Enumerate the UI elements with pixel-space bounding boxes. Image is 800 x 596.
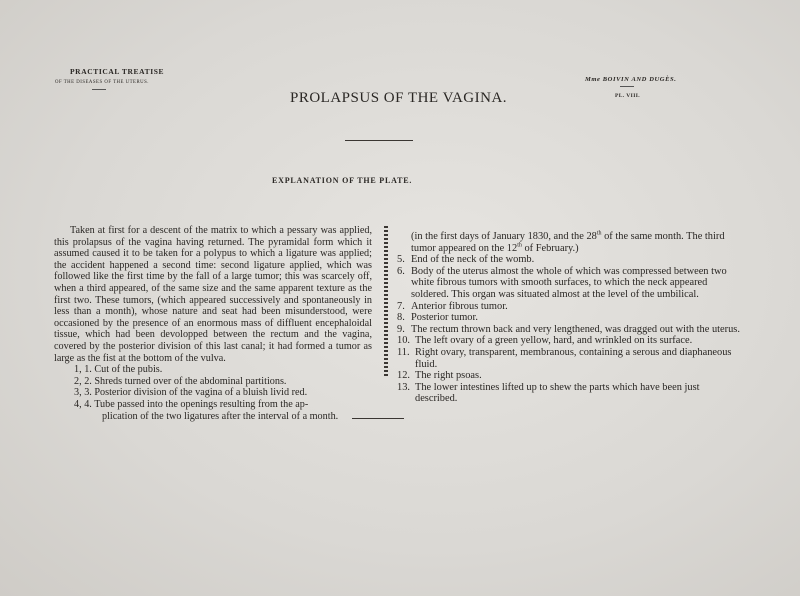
legend-number: 9. <box>397 323 405 335</box>
header-plate-number: PL. VIII. <box>615 93 641 99</box>
legend-text: Right ovary, transparent, membranous, containing a serous and diaphaneous fluid. <box>415 346 732 370</box>
legend-text: End of the neck of the womb. <box>411 254 535 266</box>
ordinal-sup: th <box>517 242 522 249</box>
legend-number: 13. <box>397 381 410 393</box>
title-rule <box>345 140 413 141</box>
legend-text: Posterior tumor. <box>411 312 478 324</box>
legend-text: The lower intestines lifted up to shew the parts which have been just described. <box>415 381 700 405</box>
page-title: PROLAPSUS OF THE VAGINA. <box>290 90 508 106</box>
header-left-dash <box>92 89 106 90</box>
legend-item <box>397 312 742 324</box>
legend-item: 1, 1. Cut of the pubis. <box>74 364 163 376</box>
legend-item <box>397 266 742 301</box>
dates-note-part: (in the first days of January 1830, and the 28 <box>411 231 597 242</box>
description-paragraph: Taken at first for a descent of the matrix to which a pessary was applied, this prolapsus of the vagina having returned. The pyramidal form which it assumed caused it to be taken for a polypus to which a ligature was applied; the accident happened a second time: second ligature applied, which was followed like the first time by the fall of a large tumor; this was scarcely off, when a third appeared, of the same size and the same apparent texture as the first two. These tumors, (which appeared successively and spontaneously in less than a month), whose nature and seat had been misunderstood, were occasioned by the presence of an enormous mass of diffluent encephaloidal tissue, which had been devolopped between the rectum and the vagina, covered by the posterior division of this last canal; it had formed a tumor as large as the fist at the bottom of the vulva. <box>54 225 372 364</box>
legend-item <box>397 301 742 313</box>
legend-number: 5. <box>397 254 405 266</box>
header-right-dash <box>620 86 634 87</box>
legend-item <box>397 335 742 347</box>
legend-item: 2, 2. Shreds turned over of the abdominal partitions. <box>74 375 287 387</box>
legend-number: 11. <box>397 346 410 358</box>
legend-item <box>397 370 742 382</box>
left-legend-list <box>54 364 372 422</box>
legend-number: 6. <box>397 265 405 277</box>
left-column <box>54 225 372 422</box>
legend-number: 12. <box>397 370 410 382</box>
dates-note-part: of the same month. The third tumor appeared on the 12 <box>411 231 725 254</box>
legend-number: 10. <box>397 335 410 347</box>
header-treatise-subtitle: OF THE DISEASES OF THE UTERUS. <box>55 80 149 85</box>
legend-text: Body of the uterus almost the whole of which was compressed between two white fibrous tumors with smooth surfaces, to which the neck appeared soldered. This organ was situated almost at the level of the umbilical. <box>411 265 727 300</box>
section-heading: EXPLANATION OF THE PLATE. <box>272 176 413 185</box>
header-treatise-title: PRACTICAL TREATISE <box>70 67 165 76</box>
dates-note-part: of February.) <box>521 242 579 254</box>
ordinal-sup: th <box>596 230 602 237</box>
legend-item <box>397 324 742 336</box>
legend-item <box>397 254 742 266</box>
legend-text: Anterior fibrous tumor. <box>411 300 508 312</box>
bottom-rule <box>352 418 404 419</box>
dates-note <box>397 231 742 254</box>
legend-item: 4, 4. Tube passed into the openings resulting from the ap- <box>74 398 309 410</box>
legend-number: 7. <box>397 300 405 312</box>
legend-item <box>397 382 742 405</box>
legend-text: The rectum thrown back and very lengthened, was dragged out with the uterus. <box>411 323 740 335</box>
column-divider <box>384 226 388 378</box>
legend-text: The left ovary of a green yellow, hard, and wrinkled on its surface. <box>415 335 693 347</box>
legend-number: 8. <box>397 312 405 324</box>
right-column <box>397 231 742 405</box>
legend-item <box>397 347 742 370</box>
legend-text: The right psoas. <box>415 370 482 382</box>
legend-item-continuation: plication of the two ligatures after the interval of a month. <box>102 410 339 422</box>
header-authors: Mme BOIVIN AND DUGÈS. <box>585 76 677 83</box>
legend-item: 3, 3. Posterior division of the vagina of a bluish livid red. <box>74 387 308 399</box>
